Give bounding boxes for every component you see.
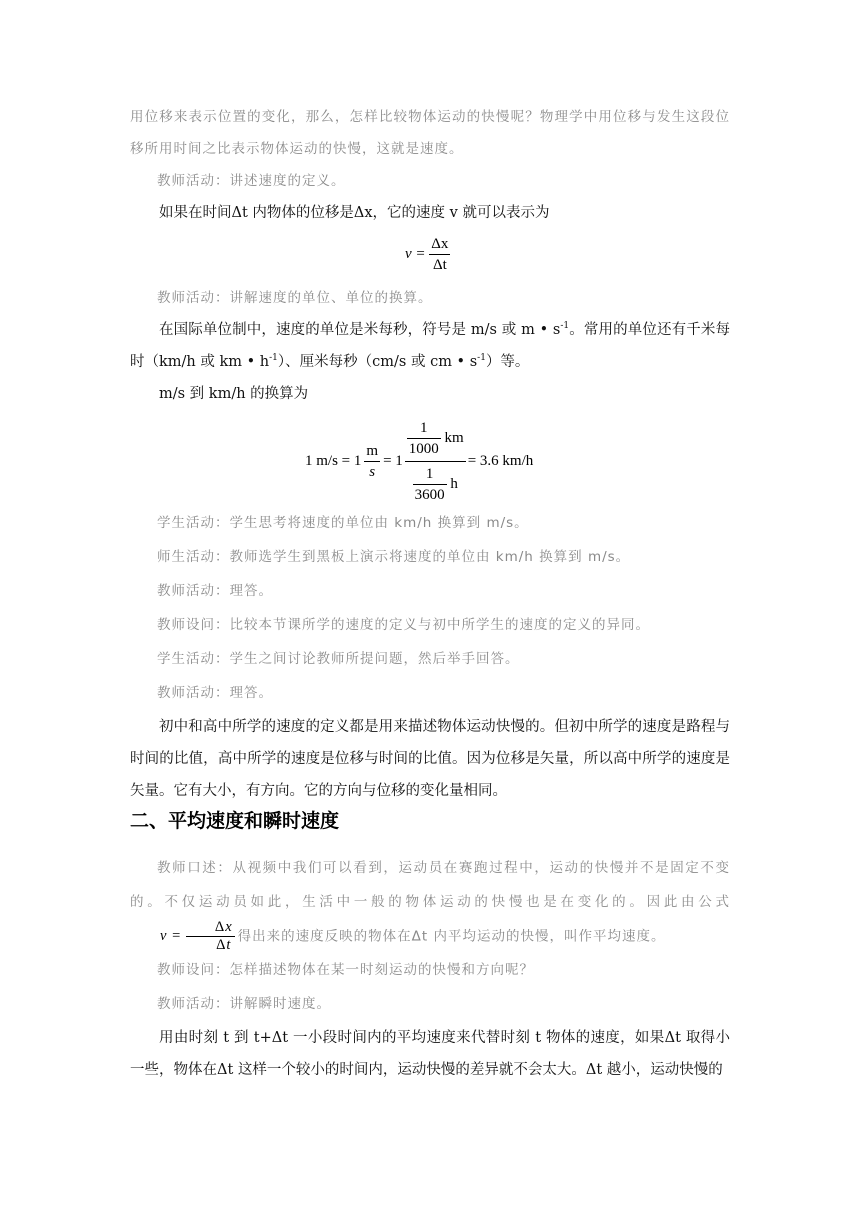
section-heading: 二、平均速度和瞬时速度 xyxy=(130,810,340,832)
small-num-1: 1 xyxy=(407,418,441,439)
teacher-question-instant: 教师设问：怎样描述物体在某一时刻运动的快慢和方向呢？ xyxy=(157,962,534,978)
superscript: -1 xyxy=(560,321,570,332)
units-text-c: ）、厘米每秒（cm/s 或 cm • s xyxy=(277,354,478,370)
superscript: -1 xyxy=(269,353,278,364)
paragraph-si-units xyxy=(130,314,730,378)
units-text-d: ）等。 xyxy=(485,354,530,370)
student-activity-convert: 学生活动：学生思考将速度的单位由 km/h 换算到 m/s。 xyxy=(157,515,529,531)
paragraph-comparison: 初中和高中所学的速度的定义都是用来描述物体运动快慢的。但初中所学的速度是路程与时间的比值，高中所学的速度是位移与时间的比值。因为位移是矢量，所以高中所学的速度是矢量。它有大小，有方向。它的方向与位移的变化量相同。 xyxy=(130,719,730,799)
conversion-rhs: = 3.6 km/h xyxy=(467,453,534,469)
conversion-m: m xyxy=(364,441,380,462)
inline-velocity-formula: v = $\frac{\Delta x}{\Delta t}$ xyxy=(160,919,233,954)
small-den-1000: 1000 xyxy=(408,441,439,457)
teacher-activity-answer: 教师活动：理答。 xyxy=(157,583,273,599)
paragraph-conversion-intro: m/s 到 km/h 的换算为 xyxy=(159,386,309,402)
student-activity-discuss: 学生活动：学生之间讨论教师所提问题，然后举手回答。 xyxy=(157,651,520,667)
narration-text-a: 教师口述：从视频中我们可以看到，运动员在赛跑过程中，运动的快慢并不是固定不变的。不仅运动员如此，生活中一般的物体运动的快慢也是在变化的。因此由公式 xyxy=(130,860,730,910)
paragraph-instantaneous: 用由时刻 t 到 t+Δt 一小段时间内的平均速度来代替时刻 t 物体的速度，如果Δt 取得小一些，物体在Δt 这样一个较小的时间内，运动快慢的差异就不会太大。Δt 越小，运动快慢的 xyxy=(130,1030,730,1078)
teacher-activity-answer-2: 教师活动：理答。 xyxy=(157,685,273,701)
teacher-student-activity: 师生活动：教师选学生到黑板上演示将速度的单位由 km/h 换算到 m/s。 xyxy=(157,549,631,565)
units-text-b: 。常用的单位还有千米每时（km/h 或 km • h xyxy=(130,322,730,370)
units-text-a: 在国际单位制中，速度的单位是米每秒，符号是 m/s 或 m • s xyxy=(159,322,561,338)
teacher-activity-definition: 教师活动：讲述速度的定义。 xyxy=(157,173,346,189)
formula-numerator: Δx xyxy=(429,234,450,255)
conversion-big-numerator xyxy=(405,418,466,462)
conversion-fraction-ms xyxy=(364,441,380,482)
teacher-activity-instant: 教师活动：讲解瞬时速度。 xyxy=(157,996,331,1012)
superscript: -1 xyxy=(477,353,486,364)
unit-h: h xyxy=(450,475,458,492)
conversion-big-fraction xyxy=(405,418,466,505)
small-num-1b: 1 xyxy=(413,464,447,485)
small-den-3600: 3600 xyxy=(414,487,445,503)
small-fraction-h xyxy=(413,464,447,505)
conversion-eq: = 1 xyxy=(383,453,403,469)
conversion-lhs: 1 m/s = 1 xyxy=(305,453,362,469)
conversion-s: s xyxy=(369,464,376,480)
paragraph-velocity-definition: 如果在时间Δt 内物体的位移是Δx，它的速度 v 就可以表示为 xyxy=(159,205,550,221)
unit-km: km xyxy=(444,429,464,446)
teacher-narration xyxy=(130,851,730,954)
velocity-formula xyxy=(405,234,450,275)
formula-denominator: Δt xyxy=(432,257,447,273)
formula-fraction xyxy=(429,234,450,275)
teacher-question-compare: 教师设问：比较本节课所学的速度的定义与初中所学生的速度的定义的异同。 xyxy=(157,617,650,633)
conversion-formula xyxy=(305,418,533,505)
paragraph-intro: 用位移来表示位置的变化，那么，怎样比较物体运动的快慢呢？物理学中用位移与发生这段位移所用时间之比表示物体运动的快慢，这就是速度。 xyxy=(130,109,730,157)
conversion-big-denominator xyxy=(405,462,466,505)
formula-lhs: v = xyxy=(405,245,426,262)
narration-text-b: 得出来的速度反映的物体在Δt 内平均运动的快慢，叫作平均速度。 xyxy=(237,928,666,945)
small-fraction-km xyxy=(407,418,441,459)
teacher-activity-units: 教师活动：讲解速度的单位、单位的换算。 xyxy=(157,290,433,306)
